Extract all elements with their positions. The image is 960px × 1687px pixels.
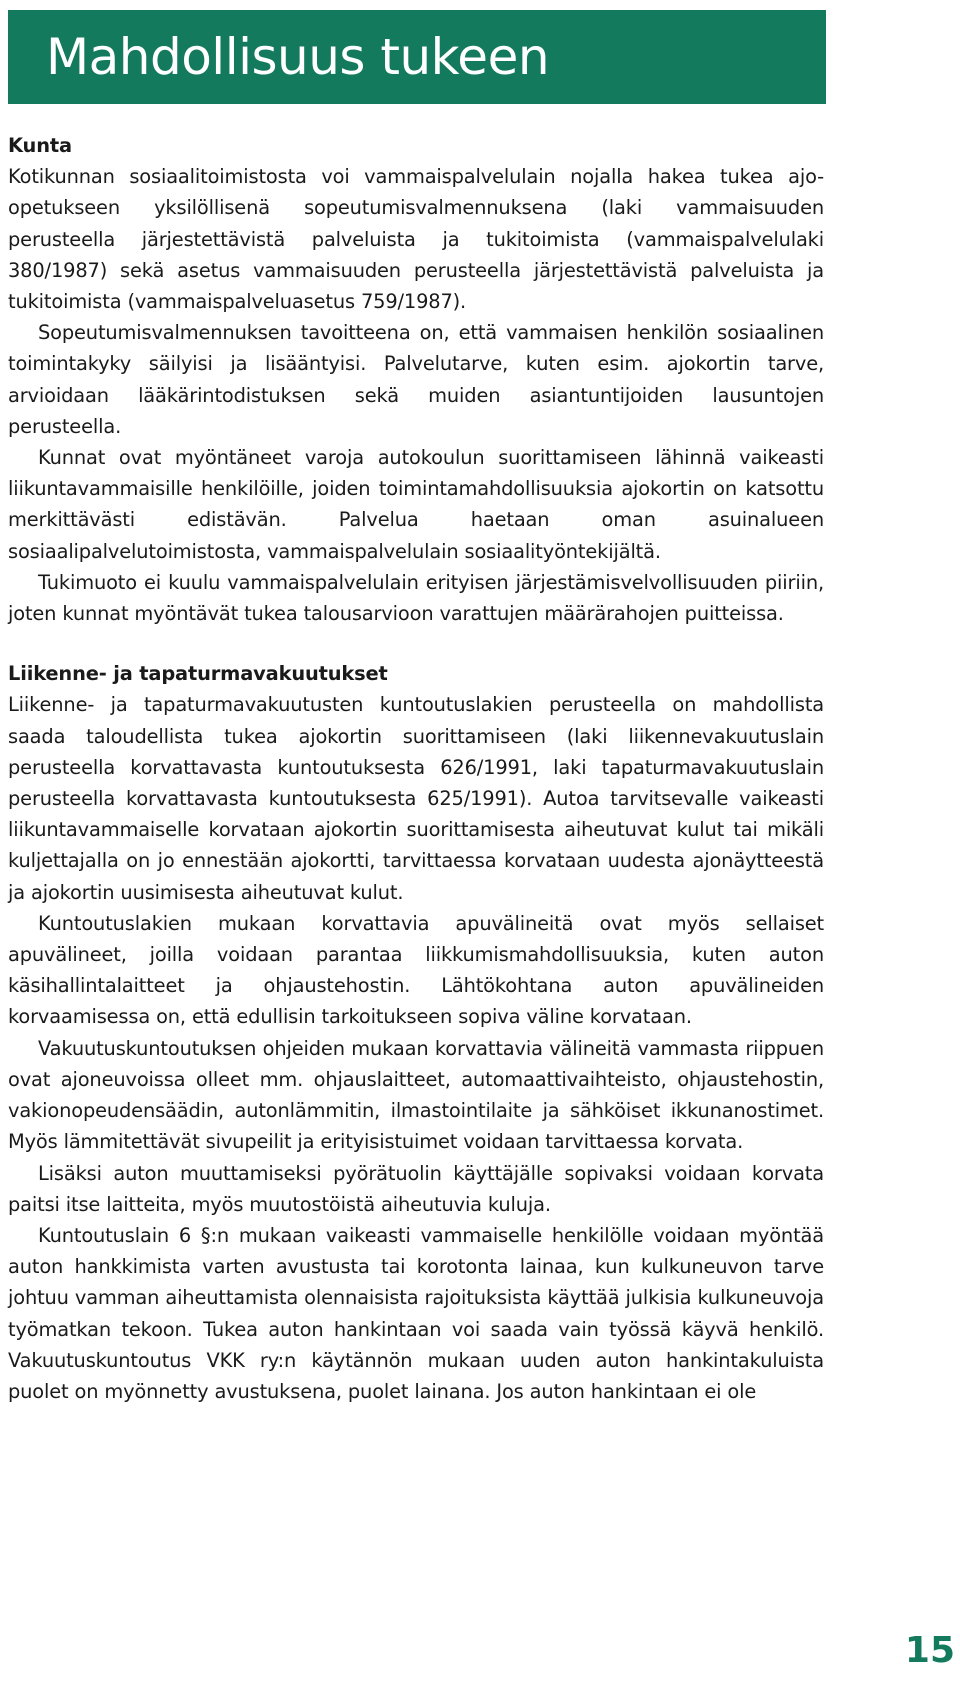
paragraph: Kuntoutuslain 6 §:n mukaan vaikeasti vammaiselle henkilölle voidaan myöntää auton hankkimista varten avustusta tai korotonta lainaa, kun kulkuneuvon tarve johtuu vamman aiheuttamista olennaisista rajoituksista käyttää julkisia kulkuneuvoja työmatkan tekoon. Tukea auton hankintaan voi saada vain työssä käyvä henkilö. Vakuutuskuntoutus VKK ry:n käytännön mukaan uuden auton hankintakuluista puolet on myönnetty avustuksena, puolet lainana. Jos auton hankintaan ei ole <box>8 1223 824 1403</box>
paragraph: Liikenne- ja tapaturmavakuutusten kuntoutuslakien perusteella on mahdollista saada taloudellista tukea ajokortin suorittamiseen (laki liikennevakuutuslain perusteella korvattavasta kuntoutuksesta 626/1991, laki tapaturmavakuutuslain perusteella korvattavasta kuntoutuksesta 625/1991). Autoa tarvitsevalle vaikeasti liikuntavammaiselle korvataan ajokortin suorittamisesta aiheutuvat kulut tai mikäli kuljettajalla on jo ennestään ajokortti, tarvittaessa korvataan uudesta ajonäytteestä ja ajokortin uusimisesta aiheutuvat kulut. <box>8 693 824 904</box>
section-kunta <box>8 130 824 629</box>
paragraph: Sopeutumisvalmennuksen tavoitteena on, että vammaisen henkilön sosiaalinen toimintakyky säilyisi ja lisääntyisi. Palvelutarve, kuten esim. ajokortin tarve, arvioidaan lääkärintodistuksen sekä muiden asiantuntijoiden lausuntojen perusteella. <box>8 321 824 438</box>
paragraph: Vakuutuskuntoutuksen ohjeiden mukaan korvattavia välineitä vammasta riippuen ovat ajoneuvoissa olleet mm. ohjauslaitteet, automaattivaihteisto, ohjaustehostin, vakionopeudensäädin, autonlämmitin, ilmastointilaite ja sähköiset ikkunanostimet. Myös lämmitettävät sivupeilit ja erityisistuimet voidaan tarvittaessa korvata. <box>8 1036 824 1154</box>
title-banner <box>8 10 826 104</box>
paragraph: Kunnat ovat myöntäneet varoja autokoulun suorittamiseen lähinnä vaikeasti liikuntavammaisille henkilöille, joiden toimintamahdollisuuksia ajokortin on katsottu merkittävästi edistävän. Palvelua haetaan oman asuinalueen sosiaalipalvelutoimistosta, vammaispalvelulain sosiaalityöntekijältä. <box>8 446 824 563</box>
paragraph: Tukimuoto ei kuulu vammaispalvelulain erityisen järjestämisvelvollisuuden piiriin, joten kunnat myöntävät tukea talousarvioon varattujen määrärahojen puitteissa. <box>8 570 824 626</box>
paragraph: Kotikunnan sosiaalitoimistosta voi vammaispalvelulain nojalla hakea tukea ajo-opetukseen yksilöllisenä sopeutumisvalmennuksena (laki vammaisuuden perusteella järjestettävistä palveluista ja tukitoimista (vammaispalvelulaki 380/1987) sekä asetus vammaisuuden perusteella järjestettävistä palveluista ja tukitoimista (vammaispalveluasetus 759/1987). <box>8 165 824 314</box>
page-title: Mahdollisuus tukeen <box>46 28 550 86</box>
paragraph: Lisäksi auton muuttamiseksi pyörätuolin käyttäjälle sopivaksi voidaan korvata paitsi itse laitteita, myös muutostöistä aiheutuvia kuluja. <box>8 1161 824 1216</box>
document-body <box>8 130 824 1407</box>
section-heading: Liikenne- ja tapaturmavakuutukset <box>8 662 388 686</box>
section-liikenne-ja-tapaturmavakuutukset <box>8 658 824 1407</box>
page-number: 15 <box>904 1630 955 1671</box>
paragraph: Kuntoutuslakien mukaan korvattavia apuvälineitä ovat myös sellaiset apuvälineet, joilla voidaan parantaa liikkumismahdollisuuksia, kuten auton käsihallintalaitteet ja ohjaustehostin. Lähtökohtana auton apuvälineiden korvaamisessa on, että edullisin tarkoitukseen sopiva väline korvataan. <box>8 911 824 1029</box>
section-heading: Kunta <box>8 134 72 157</box>
